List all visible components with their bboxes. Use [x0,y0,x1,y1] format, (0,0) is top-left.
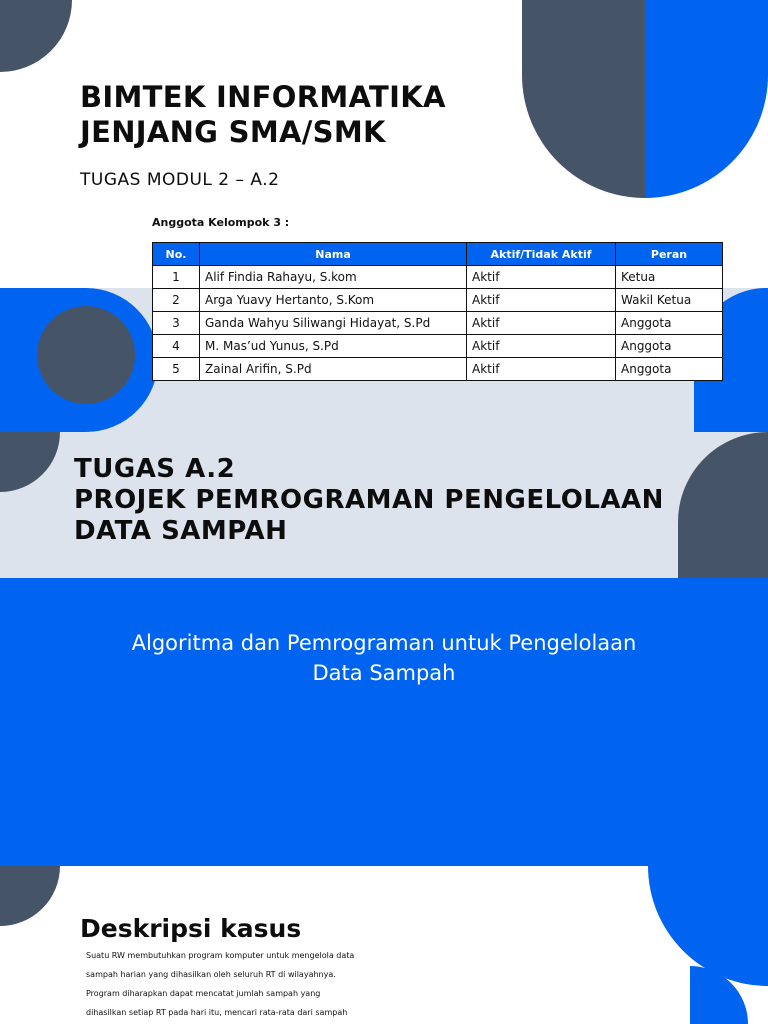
cell-nama: Zainal Arifin, S.Pd [200,358,467,381]
description-line: dihasilkan setiap RT pada hari itu, mencari rata-rata dari sampah [86,1008,348,1017]
cell-status: Aktif [467,335,616,358]
cell-nama: Ganda Wahyu Siliwangi Hidayat, S.Pd [200,312,467,335]
cell-peran: Wakil Ketua [616,289,723,312]
cell-no: 2 [153,289,200,312]
table-row [153,266,723,289]
column-header-no: No. [153,243,200,266]
slate-circle-shape [37,306,135,404]
table-row [153,358,723,381]
column-header-peran: Peran [616,243,723,266]
cell-status: Aktif [467,289,616,312]
column-header-status: Aktif/Tidak Aktif [467,243,616,266]
cell-status: Aktif [467,266,616,289]
assignment-heading [74,454,664,547]
cell-no: 5 [153,358,200,381]
table-row [153,312,723,335]
table-row [153,289,723,312]
description-line: sampah harian yang dihasilkan oleh seluruh RT di wilayahnya. [86,970,336,979]
members-table [152,242,723,381]
cell-status: Aktif [467,312,616,335]
cell-no: 1 [153,266,200,289]
topic-band-line-1: Algoritma dan Pemrograman untuk Pengelolaan [131,631,637,655]
topic-band-text [60,628,708,688]
title-line-1: BIMTEK INFORMATIKA [80,80,446,114]
description-heading: Deskripsi kasus [80,914,302,943]
slate-leaf-shape [522,0,645,198]
topic-band-line-2: Data Sampah [312,661,456,685]
cell-nama: Alif Findia Rahayu, S.kom [200,266,467,289]
members-caption: Anggota Kelompok 3 : [152,216,290,229]
cell-peran: Anggota [616,358,723,381]
assignment-heading-line-1: TUGAS A.2 [74,454,236,484]
left-quarter-circle-shape [0,866,60,926]
topic-band [0,578,768,866]
cell-peran: Anggota [616,312,723,335]
cell-no: 3 [153,312,200,335]
description-line: Suatu RW membutuhkan program komputer untuk mengelola data [86,951,355,960]
cell-no: 4 [153,335,200,358]
right-slate-leaf-shape [678,432,768,578]
page-title [80,80,446,150]
title-line-2: JENJANG SMA/SMK [80,115,386,149]
cell-nama: M. Mas’ud Yunus, S.Pd [200,335,467,358]
description-body [86,946,406,1022]
description-line: Program diharapkan dapat mencatat jumlah sampah yang [86,989,321,998]
page-subtitle: TUGAS MODUL 2 – A.2 [80,170,280,190]
cell-status: Aktif [467,358,616,381]
cell-nama: Arga Yuavy Hertanto, S.Kom [200,289,467,312]
column-header-nama: Nama [200,243,467,266]
slide-description [0,866,768,1024]
table-row [153,335,723,358]
right-blue-quarter-shape [648,866,768,986]
cell-peran: Anggota [616,335,723,358]
left-slate-quarter-shape [0,432,60,492]
assignment-heading-line-2: PROJEK PEMROGRAMAN PENGELOLAAN [74,485,664,515]
blue-leaf-shape [645,0,768,198]
corner-quarter-circle-shape [0,0,72,72]
cell-peran: Ketua [616,266,723,289]
assignment-heading-line-3: DATA SAMPAH [74,516,288,546]
table-header-row [153,243,723,266]
